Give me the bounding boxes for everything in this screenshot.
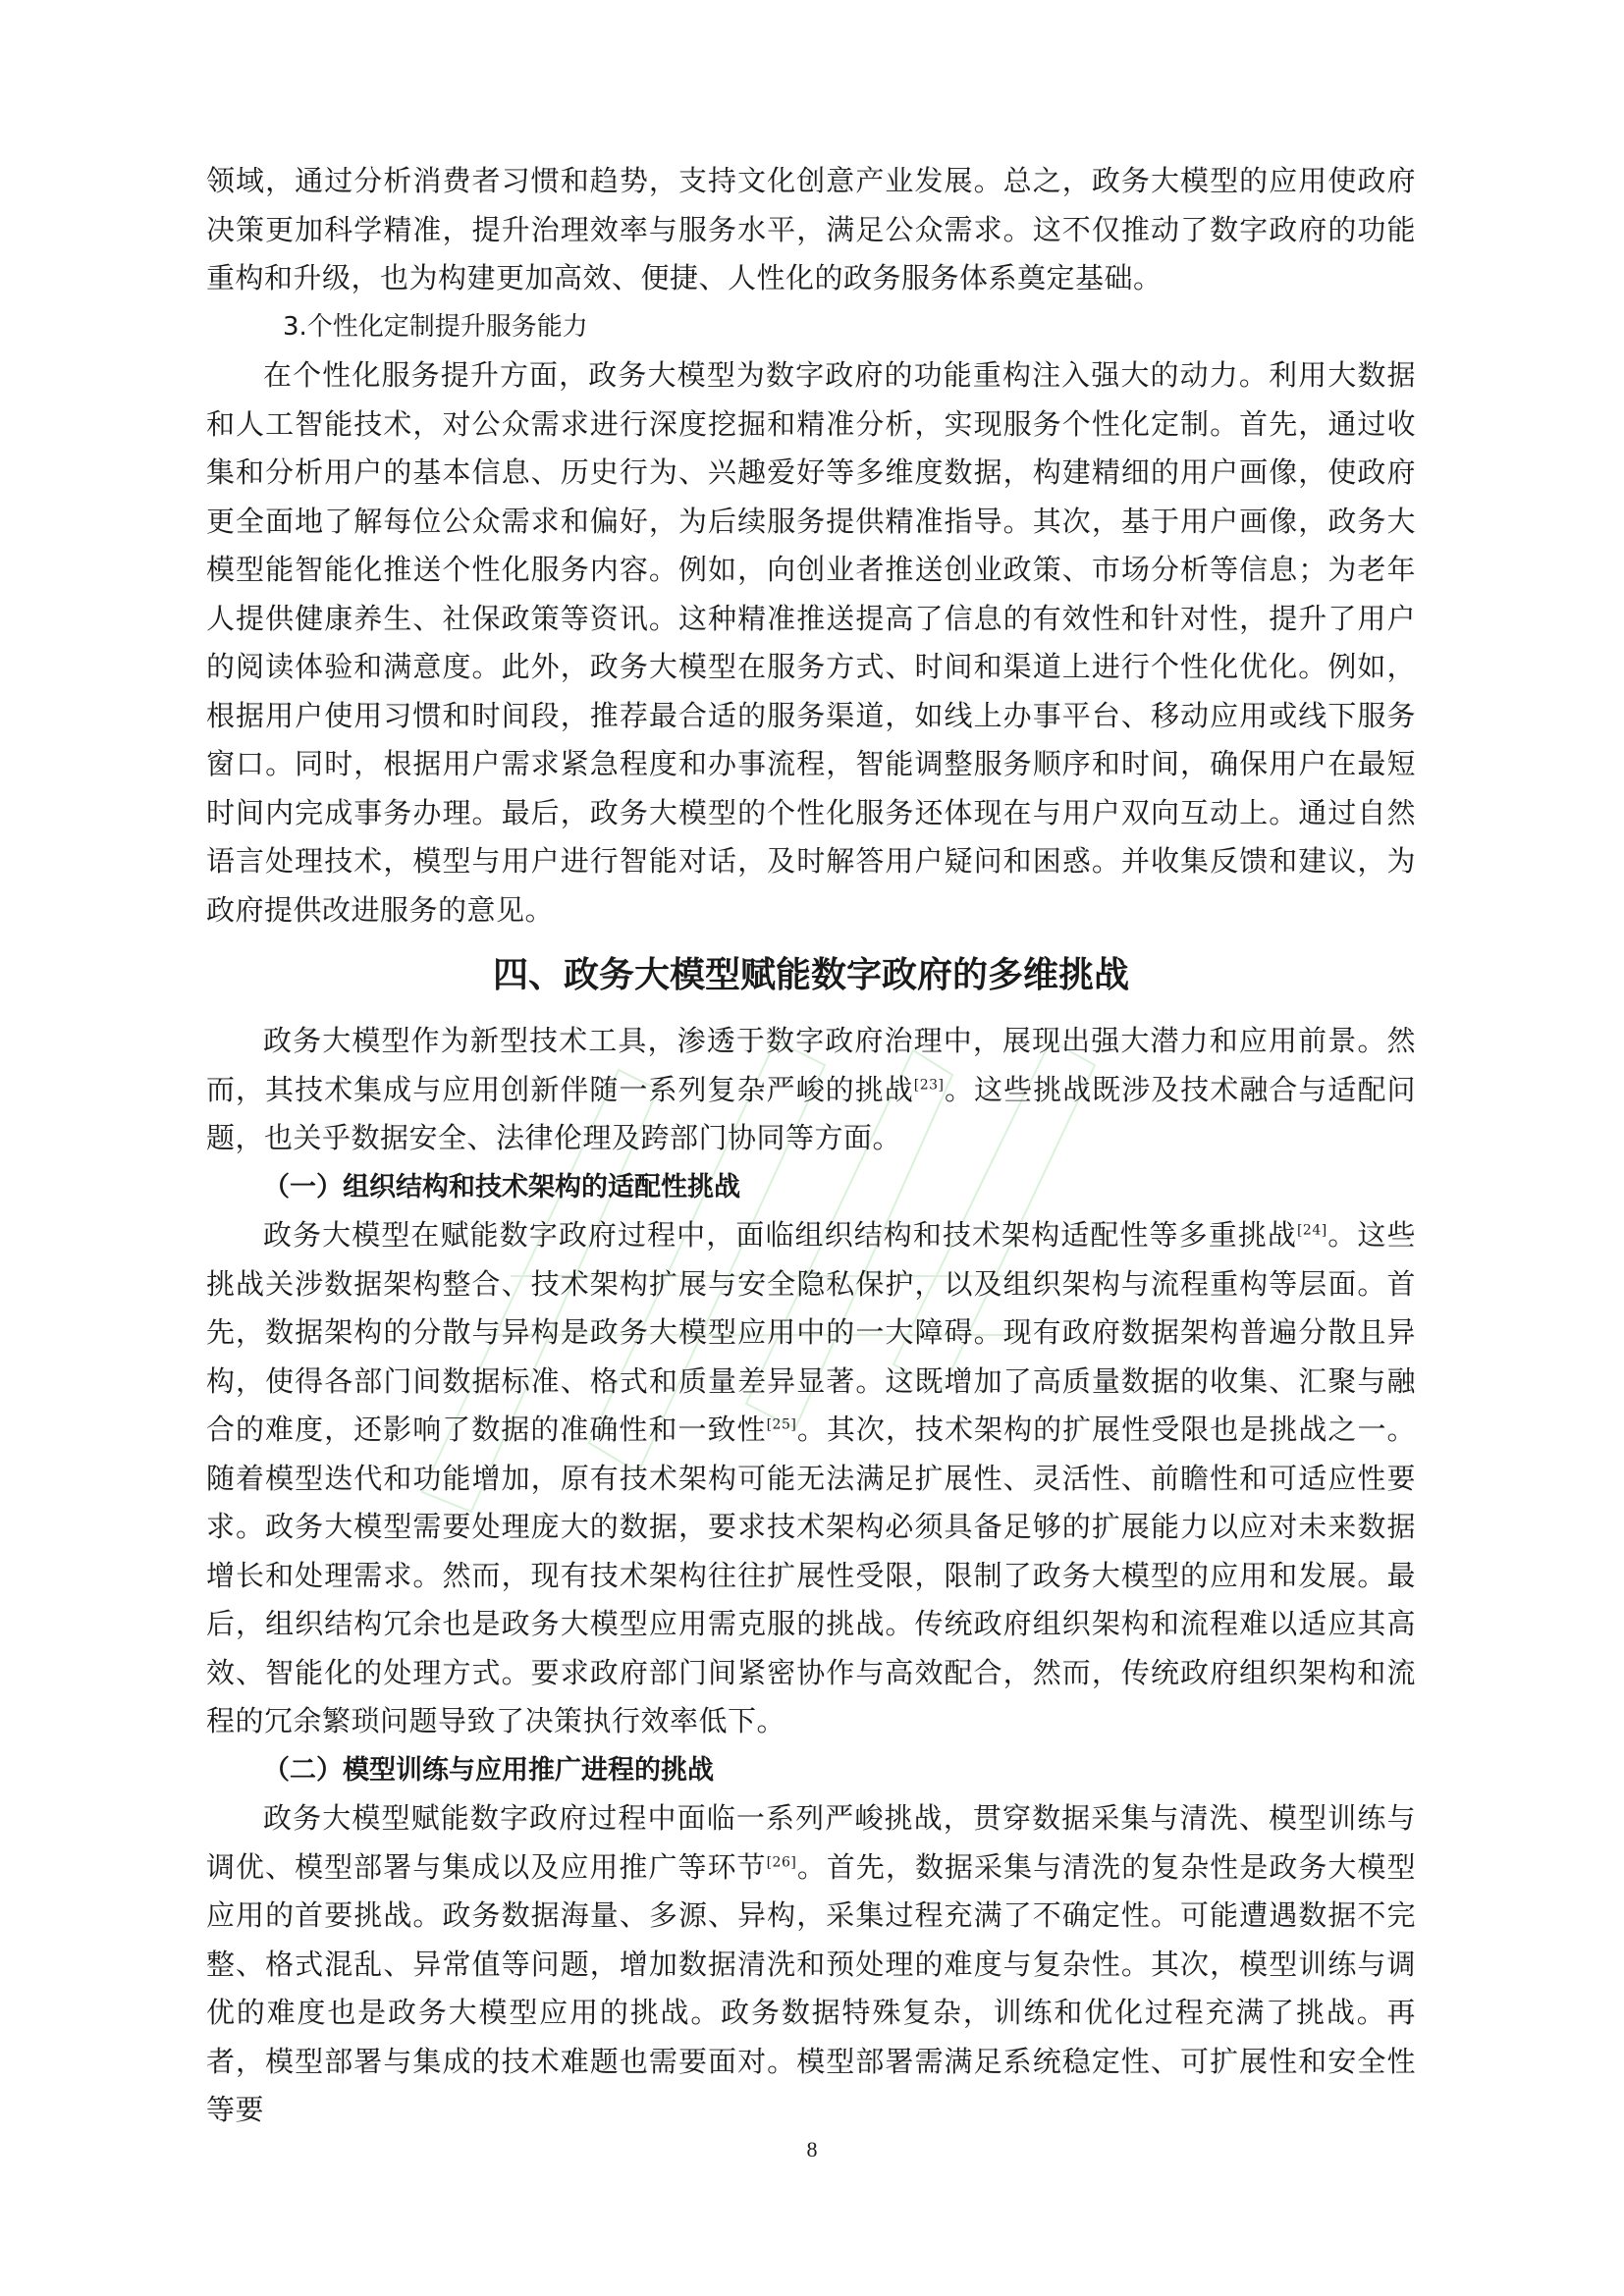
paragraph-3: 政务大模型作为新型技术工具，渗透于数字政府治理中，展现出强大潜力和应用前景。然而，其技术集成与应用创新伴随一系列复杂严峻的挑战[23]。这些挑战既涉及技术融合与适配问题，也关乎数据安全、法律伦理及跨部门协同等方面。 xyxy=(206,1024,1416,1154)
page-number: 8 xyxy=(806,2137,818,2162)
paragraph-2: 在个性化服务提升方面，政务大模型为数字政府的功能重构注入强大的动力。利用大数据和人工智能技术，对公众需求进行深度挖掘和精准分析，实现服务个性化定制。首先，通过收集和分析用户的基本信息、历史行为、兴趣爱好等多维度数据，构建精细的用户画像，使政府更全面地了解每位公众需求和偏好，为后续服务提供精准指导。其次，基于用户画像，政务大模型能智能化推送个性化服务内容。例如，向创业者推送创业政策、市场分析等信息；为老年人提供健康养生、社保政策等资讯。这种精准推送提高了信息的有效性和针对性，提升了用户的阅读体验和满意度。此外，政务大模型在服务方式、时间和渠道上进行个性化优化。例如，根据用户使用习惯和时间段，推荐最合适的服务渠道，如线上办事平台、移动应用或线下服务窗口。同时，根据用户需求紧急程度和办事流程，智能调整服务顺序和时间，确保用户在最短时间内完成事务办理。最后，政务大模型的个性化服务还体现在与用户双向互动上。通过自然语言处理技术，模型与用户进行智能对话，及时解答用户疑问和困惑。并收集反馈和建议，为政府提供改进服务的意见。 xyxy=(206,358,1416,927)
citation-25: [25] xyxy=(766,1416,797,1433)
subheading-3: 3.个性化定制提升服务能力 xyxy=(283,311,588,342)
citation-23: [23] xyxy=(913,1076,945,1093)
paragraph-1: 领域，通过分析消费者习惯和趋势，支持文化创意产业发展。总之，政务大模型的应用使政府决策更加科学精准，提升治理效率与服务水平，满足公众需求。这不仅推动了数字政府的功能重构和升级，也为构建更加高效、便捷、人性化的政务服务体系奠定基础。 xyxy=(206,164,1416,294)
subsection-title-2: （二）模型训练与应用推广进程的挑战 xyxy=(263,1754,714,1786)
document-body xyxy=(206,157,1416,2135)
citation-24: [24] xyxy=(1296,1222,1327,1239)
paragraph-5: 政务大模型赋能数字政府过程中面临一系列严峻挑战，贯穿数据采集与清洗、模型训练与调优、模型部署与集成以及应用推广等环节[26]。首先，数据采集与清洗的复杂性是政务大模型应用的首要挑战。政务数据海量、多源、异构，采集过程充满了不确定性。可能遭遇数据不完整、格式混乱、异常值等问题，增加数据清洗和预处理的难度与复杂性。其次，模型训练与调优的难度也是政务大模型应用的挑战。政务数据特殊复杂，训练和优化过程充满了挑战。再者，模型部署与集成的技术难题也需要面对。模型部署需满足系统稳定性、可扩展性和安全性等要 xyxy=(206,1801,1416,2126)
citation-26: [26] xyxy=(766,1853,797,1870)
subsection-title-1: （一）组织结构和技术架构的适配性挑战 xyxy=(263,1171,740,1202)
section-title: 四、政务大模型赋能数字政府的多维挑战 xyxy=(492,955,1129,995)
paragraph-4: 政务大模型在赋能数字政府过程中，面临组织结构和技术架构适配性等多重挑战[24]。这些挑战关涉数据架构整合、技术架构扩展与安全隐私保护，以及组织架构与流程重构等层面。首先，数据架构的分散与异构是政务大模型应用中的一大障碍。现有政府数据架构普遍分散且异构，使得各部门间数据标准、格式和质量差异显著。这既增加了高质量数据的收集、汇聚与融合的难度，还影响了数据的准确性和一致性[25]。其次，技术架构的扩展性受限也是挑战之一。随着模型迭代和功能增加，原有技术架构可能无法满足扩展性、灵活性、前瞻性和可适应性要求。政务大模型需要处理庞大的数据，要求技术架构必须具备足够的扩展能力以应对未来数据增长和处理需求。然而，现有技术架构往往扩展性受限，限制了政务大模型的应用和发展。最后，组织结构冗余也是政务大模型应用需克服的挑战。传统政府组织架构和流程难以适应其高效、智能化的处理方式。要求政府部门间紧密协作与高效配合，然而，传统政府组织架构和流程的冗余繁琐问题导致了决策执行效率低下。 xyxy=(206,1218,1416,1737)
